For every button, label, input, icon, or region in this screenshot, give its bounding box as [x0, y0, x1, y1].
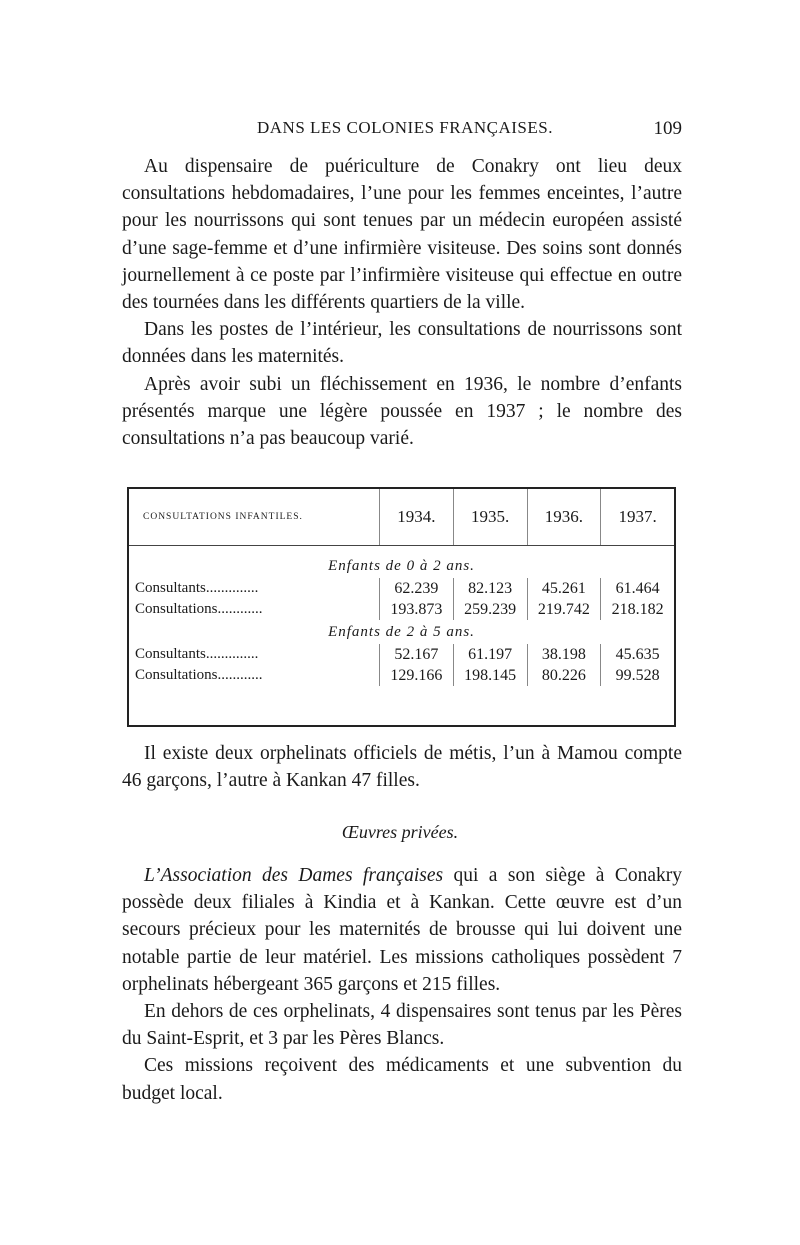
year-header: 1934. [380, 489, 454, 546]
year-header: 1937. [601, 489, 674, 546]
intro-paragraphs [122, 153, 682, 452]
association-text: qui a son siège à Conakry possède deux filiales à Kindia et à Kankan. Cette œuvre est d’un secours précieux pour les maternités de brousse qui lui doivent une notable partie de leur matériel. Les missions catholiques possèdent 7 orphelinats hébergeant 365 garçons et 215 filles. [122, 865, 682, 995]
paragraph-orphelinats: Il existe deux orphelinats officiels de métis, l’un à Mamou compte 46 garçons, l’autre à Kankan 47 filles. [122, 743, 682, 792]
table-row [129, 578, 674, 599]
running-title: DANS LES COLONIES FRANÇAISES. [257, 118, 553, 137]
cell-value: 62.239 [380, 578, 454, 599]
cell-value: 80.226 [527, 665, 601, 686]
section-heading-oeuvres: Œuvres privées. [341, 822, 459, 842]
cell-value: 45.261 [527, 578, 601, 599]
table-header-row [129, 489, 674, 546]
year-header: 1935. [453, 489, 527, 546]
cell-value: 52.167 [380, 644, 454, 665]
association-name: L’Association des Dames françaises [144, 865, 444, 886]
table-row [129, 599, 674, 620]
cell-value: 45.635 [601, 644, 674, 665]
table-row [129, 665, 674, 686]
paragraph-association [122, 862, 682, 998]
paragraph-missions: Ces missions reçoivent des médicaments et une subvention du budget local. [122, 1055, 682, 1104]
page-number: 109 [653, 118, 682, 139]
cell-value: 259.239 [453, 599, 527, 620]
year-header: 1936. [527, 489, 601, 546]
section-title-row [129, 620, 674, 644]
section-title: Enfants de 0 à 2 ans. [328, 557, 475, 574]
cell-value: 219.742 [527, 599, 601, 620]
cell-value: 61.197 [453, 644, 527, 665]
section-title-row [129, 554, 674, 578]
paragraph-dispensaires: En dehors de ces orphelinats, 4 dispensaires sont tenus par les Pères du Saint-Esprit, et 3 par les Pères Blancs. [122, 1001, 682, 1050]
cell-value: 218.182 [601, 599, 674, 620]
cell-value: 129.166 [380, 665, 454, 686]
row-label: Consultations............ [135, 601, 263, 617]
section-title: Enfants de 2 à 5 ans. [328, 623, 475, 640]
cell-value: 82.123 [453, 578, 527, 599]
row-label: Consultants.............. [135, 580, 259, 596]
oeuvres-paragraphs [122, 862, 682, 1107]
table-row [129, 644, 674, 665]
cell-value: 38.198 [527, 644, 601, 665]
table-header-label: CONSULTATIONS INFANTILES. [129, 489, 380, 546]
paragraph-flechissement: Après avoir subi un fléchissement en 1936, le nombre d’enfants présentés marque une légère poussée en 1937 ; le nombre des consultations n’a pas beaucoup varié. [122, 373, 682, 450]
row-label: Consultants.............. [135, 646, 259, 662]
paragraph-postes-interieur: Dans les postes de l’intérieur, les consultations de nourrissons sont données dans les maternités. [122, 319, 682, 368]
cell-value: 193.873 [380, 599, 454, 620]
cell-value: 61.464 [601, 578, 674, 599]
orphelinats-paragraph-block [122, 740, 682, 794]
cell-value: 198.145 [453, 665, 527, 686]
page-header [122, 118, 682, 142]
consultations-table [127, 487, 676, 727]
cell-value: 99.528 [601, 665, 674, 686]
paragraph-dispensaire: Au dispensaire de puériculture de Conakry ont lieu deux consultations hebdomadaires, l’une pour les femmes enceintes, l’autre pour les nourrissons qui sont tenues par un médecin européen assisté d’une sage-femme et d’une infirmière visiteuse. Des soins sont donnés journellement à ce poste par l’infirmière visiteuse qui effectue en outre des tournées dans les différents quartiers de la ville. [122, 156, 682, 314]
row-label: Consultations............ [135, 667, 263, 683]
